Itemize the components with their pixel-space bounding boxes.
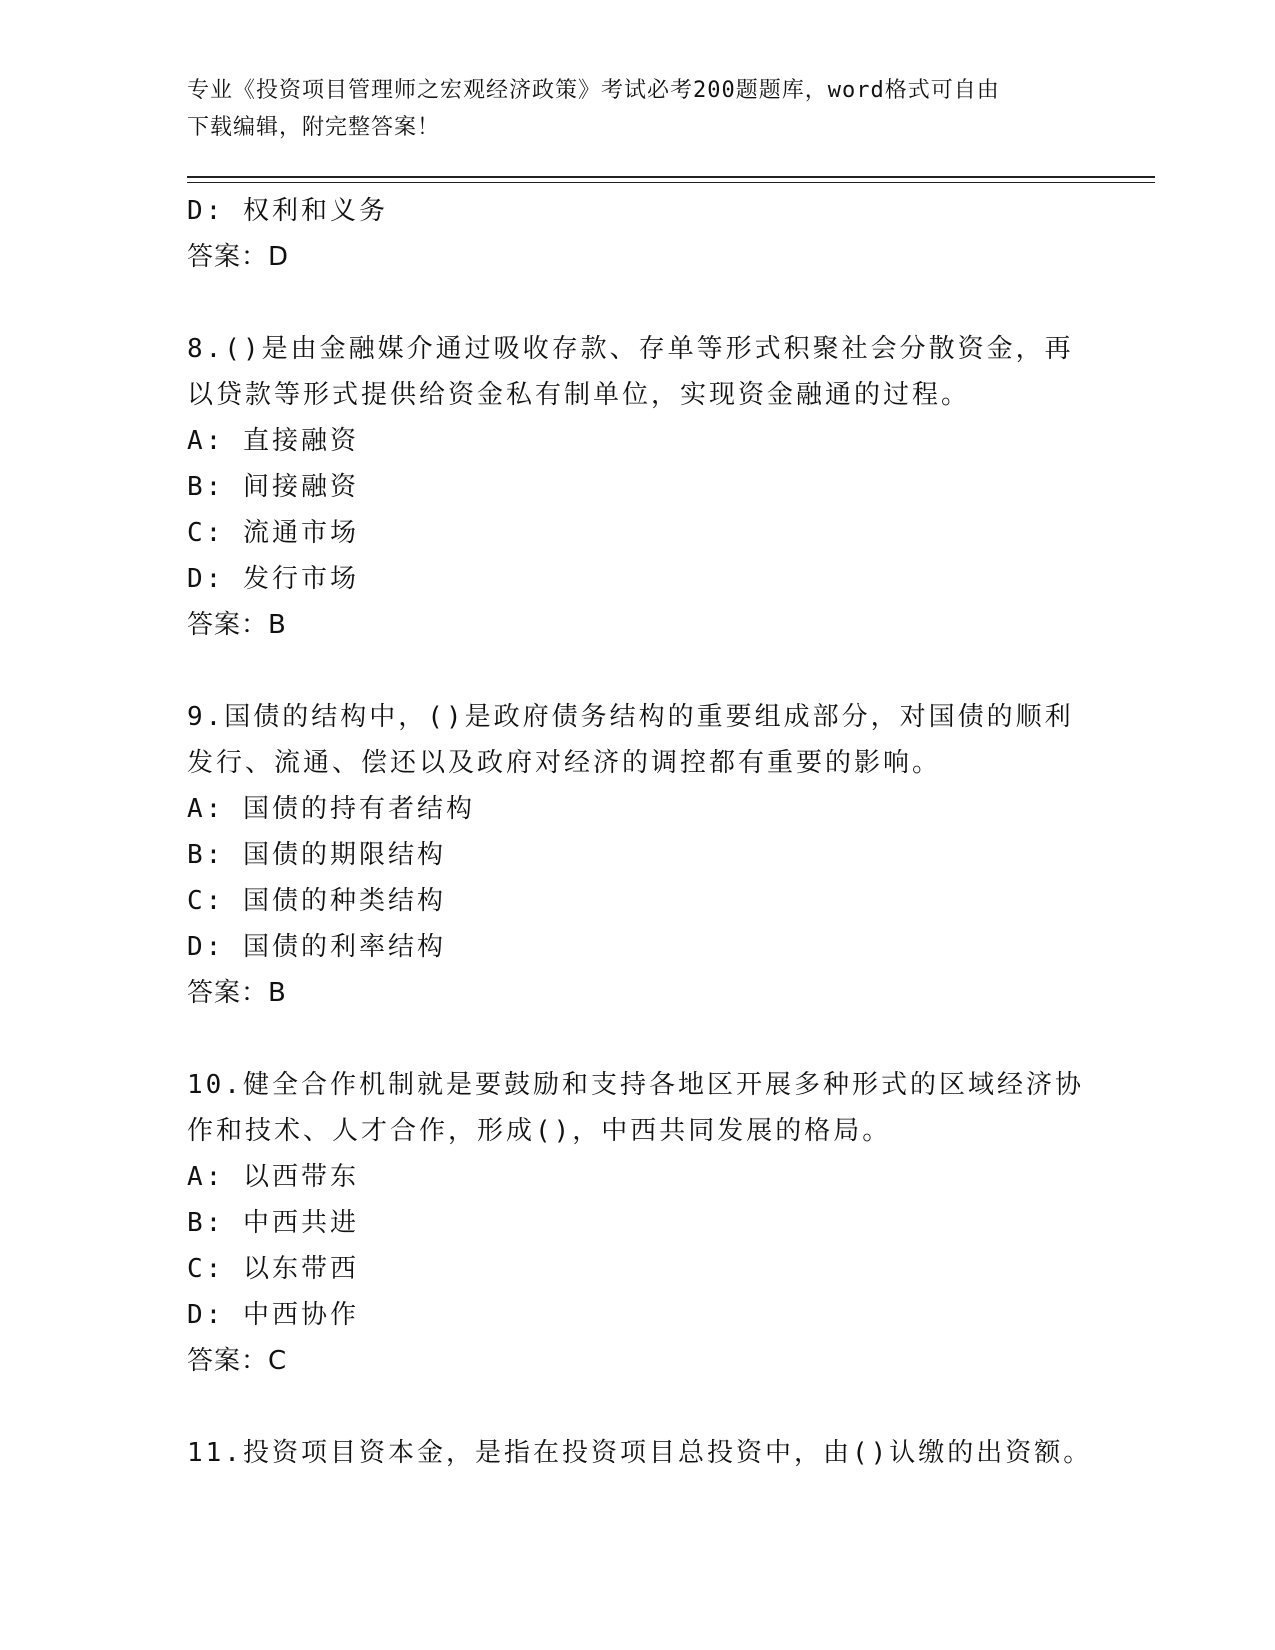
option-c: C: 国债的种类结构 [187, 886, 446, 916]
option-d: D: 国债的利率结构 [187, 932, 446, 962]
question-text-line-1: 11.投资项目资本金，是指在投资项目总投资中，由()认缴的出资额。 [187, 1438, 1093, 1468]
question-text-line-1: 10.健全合作机制就是要鼓励和支持各地区开展多种形式的区域经济协 [187, 1070, 1084, 1100]
option-d: D: 权利和义务 [187, 196, 388, 226]
document-header [187, 72, 1087, 146]
header-rule-thin [187, 182, 1155, 183]
answer-line: 答案：B [187, 610, 287, 640]
question-text-line-1: 9.国债的结构中，()是政府债务结构的重要组成部分，对国债的顺利 [187, 702, 1074, 732]
option-b: B: 中西共进 [187, 1208, 359, 1238]
answer-line: 答案：D [187, 242, 290, 272]
option-c: C: 以东带西 [187, 1254, 359, 1284]
question-text-line-2: 作和技术、人才合作，形成()，中西共同发展的格局。 [187, 1116, 892, 1146]
answer-line: 答案：C [187, 1346, 288, 1376]
header-rule-thick [187, 176, 1155, 178]
option-b: B: 国债的期限结构 [187, 840, 446, 870]
question-8 [187, 326, 1087, 648]
question-10 [187, 1062, 1087, 1384]
question-9 [187, 694, 1087, 1016]
option-c: C: 流通市场 [187, 518, 359, 548]
question-text-line-2: 发行、流通、偿还以及政府对经济的调控都有重要的影响。 [187, 748, 942, 778]
question-text-line-1: 8.()是由金融媒介通过吸收存款、存单等形式积聚社会分散资金，再 [187, 334, 1074, 364]
question-11 [187, 1430, 1093, 1476]
question-text-line-2: 以贷款等形式提供给资金私有制单位，实现资金融通的过程。 [187, 380, 971, 410]
option-a: A: 以西带东 [187, 1162, 359, 1192]
header-line-2: 下载编辑，附完整答案！ [187, 115, 441, 140]
option-d: D: 中西协作 [187, 1300, 359, 1330]
option-b: B: 间接融资 [187, 472, 359, 502]
previous-question-tail [187, 188, 1087, 280]
header-line-1: 专业《投资项目管理师之宏观经济政策》考试必考200题题库，word格式可自由 [187, 78, 1000, 103]
option-a: A: 国债的持有者结构 [187, 794, 475, 824]
question-content [187, 188, 1093, 1476]
answer-line: 答案：B [187, 978, 287, 1008]
option-a: A: 直接融资 [187, 426, 359, 456]
option-d: D: 发行市场 [187, 564, 359, 594]
